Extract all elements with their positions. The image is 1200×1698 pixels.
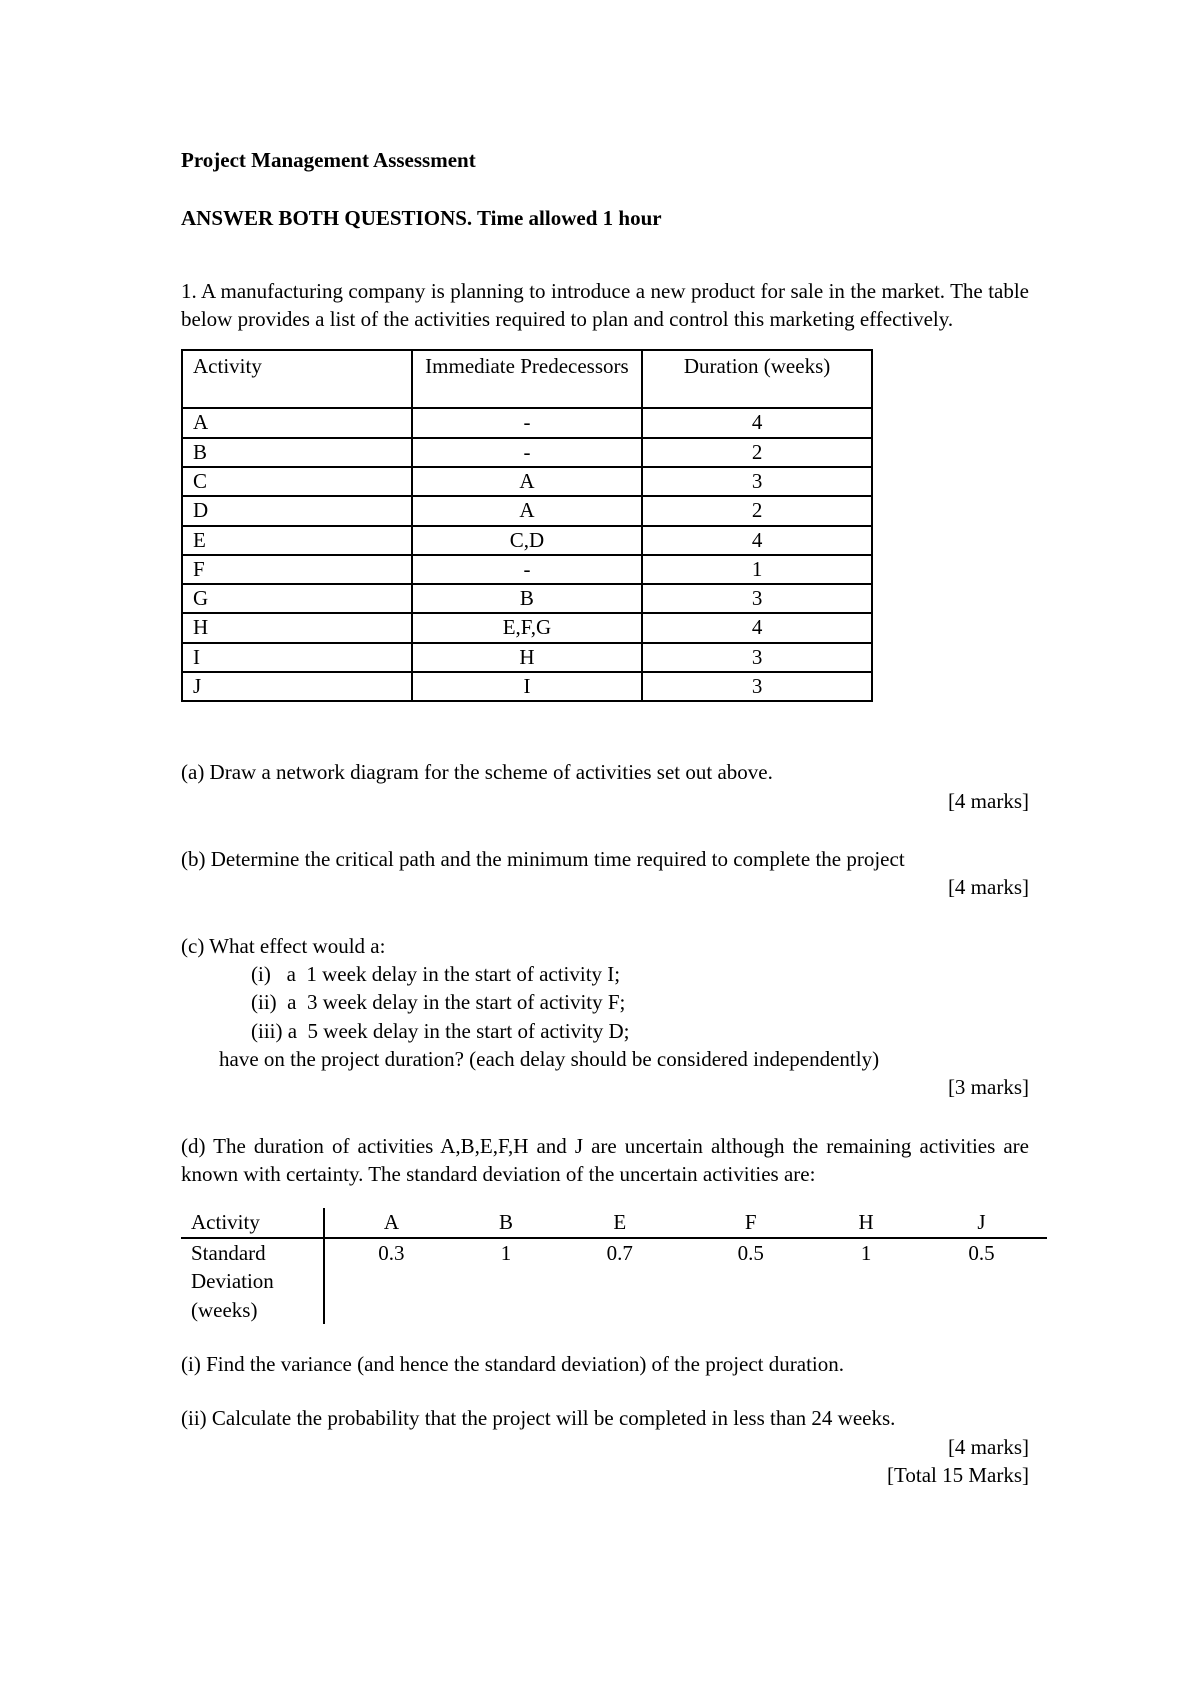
activity-cell: C (182, 467, 412, 496)
duration-cell: 4 (642, 526, 872, 555)
std-dev-value: 0.5 (737, 1240, 764, 1265)
activity-cell: G (182, 584, 412, 613)
activity-row (182, 438, 872, 467)
predecessors-cell: - (412, 408, 642, 437)
part-d-text: (d) The duration of activities A,B,E,F,H and J are uncertain although the remaining activities are known with certainty. The standard deviation of the uncertain activities are: (181, 1133, 1029, 1187)
activity-cell: D (182, 496, 412, 525)
part-c-tail: have on the project duration? (each delay should be considered independently) (219, 1047, 880, 1072)
document-title: Project Management Assessment (181, 148, 476, 172)
std-dev-value: 0.5 (968, 1240, 995, 1265)
duration-cell: 1 (642, 555, 872, 584)
part-d-sub-i: (i) Find the variance (and hence the standard deviation) of the project duration. (181, 1351, 844, 1376)
activity-cell: H (182, 613, 412, 642)
activity-cell: A (182, 408, 412, 437)
activity-cell: I (182, 643, 412, 672)
header-predecessors: Immediate Predecessors (412, 350, 642, 408)
activities-table (181, 349, 873, 702)
duration-cell: 2 (642, 496, 872, 525)
instructions: ANSWER BOTH QUESTIONS. Time allowed 1 hour (181, 206, 662, 231)
std-dev-value: 1 (500, 1240, 512, 1265)
part-a-text: (a) Draw a network diagram for the scheme of activities set out above. (181, 760, 773, 785)
part-c-text: (c) What effect would a: (181, 933, 386, 958)
duration-cell: 3 (642, 643, 872, 672)
activity-row (182, 467, 872, 496)
duration-cell: 3 (642, 467, 872, 496)
part-a-marks: [4 marks] (947, 788, 1029, 813)
activity-row (182, 613, 872, 642)
std-dev-row-label (181, 1238, 324, 1324)
std-dev-activity: E (554, 1208, 685, 1237)
part-c-item-1: (i) a 1 week delay in the start of activity I; (251, 962, 621, 987)
activity-row (182, 672, 872, 701)
activity-row (182, 526, 872, 555)
activity-cell: F (182, 555, 412, 584)
activity-cell: J (182, 672, 412, 701)
part-c-item-2: (ii) a 3 week delay in the start of activity F; (251, 990, 626, 1015)
predecessors-cell: I (412, 672, 642, 701)
document-page (181, 146, 1029, 1489)
part-c-item-3: (iii) a 5 week delay in the start of activity D; (251, 1018, 630, 1043)
total-marks: [Total 15 Marks] (887, 1462, 1029, 1487)
part-d-sub-ii: (ii) Calculate the probability that the project will be completed in less than 24 weeks. (181, 1406, 896, 1431)
predecessors-cell: E,F,G (412, 613, 642, 642)
question-1-intro: 1. A manufacturing company is planning to introduce a new product for sale in the market. The table below provides a list of the activities required to plan and control this marketing effectively. (181, 278, 1029, 332)
header-activity: Activity (182, 350, 412, 408)
std-dev-label-line-2: Deviation (191, 1269, 274, 1294)
std-dev-value: 1 (860, 1240, 872, 1265)
predecessors-cell: A (412, 467, 642, 496)
std-dev-label-line-1: Standard (191, 1240, 266, 1265)
part-b-marks: [4 marks] (947, 875, 1029, 900)
std-dev-label-line-3: (weeks) (191, 1297, 258, 1322)
activities-table-header (182, 350, 872, 408)
part-b-text: (b) Determine the critical path and the minimum time required to complete the project (181, 847, 905, 872)
std-dev-activity: B (458, 1208, 554, 1237)
std-dev-activity: H (816, 1208, 916, 1237)
predecessors-cell: H (412, 643, 642, 672)
activity-cell: B (182, 438, 412, 467)
activity-row (182, 408, 872, 437)
activity-row (182, 643, 872, 672)
duration-cell: 4 (642, 613, 872, 642)
header-duration: Duration (weeks) (642, 350, 872, 408)
std-dev-table (181, 1208, 1047, 1323)
duration-cell: 2 (642, 438, 872, 467)
predecessors-cell: - (412, 438, 642, 467)
activity-row (182, 496, 872, 525)
predecessors-cell: A (412, 496, 642, 525)
std-dev-header-row (181, 1208, 1047, 1237)
predecessors-cell: - (412, 555, 642, 584)
activity-row (182, 555, 872, 584)
std-dev-activity: A (324, 1208, 458, 1237)
std-dev-header-label: Activity (181, 1208, 324, 1237)
duration-cell: 3 (642, 584, 872, 613)
part-c-marks: [3 marks] (947, 1075, 1029, 1100)
predecessors-cell: B (412, 584, 642, 613)
duration-cell: 4 (642, 408, 872, 437)
activity-cell: E (182, 526, 412, 555)
duration-cell: 3 (642, 672, 872, 701)
std-dev-activity: F (685, 1208, 816, 1237)
activity-row (182, 584, 872, 613)
std-dev-value: 0.3 (378, 1240, 405, 1265)
std-dev-activity: J (916, 1208, 1047, 1237)
part-d-marks: [4 marks] (947, 1434, 1029, 1459)
std-dev-value: 0.7 (606, 1240, 633, 1265)
predecessors-cell: C,D (412, 526, 642, 555)
std-dev-values-row (181, 1238, 1047, 1324)
